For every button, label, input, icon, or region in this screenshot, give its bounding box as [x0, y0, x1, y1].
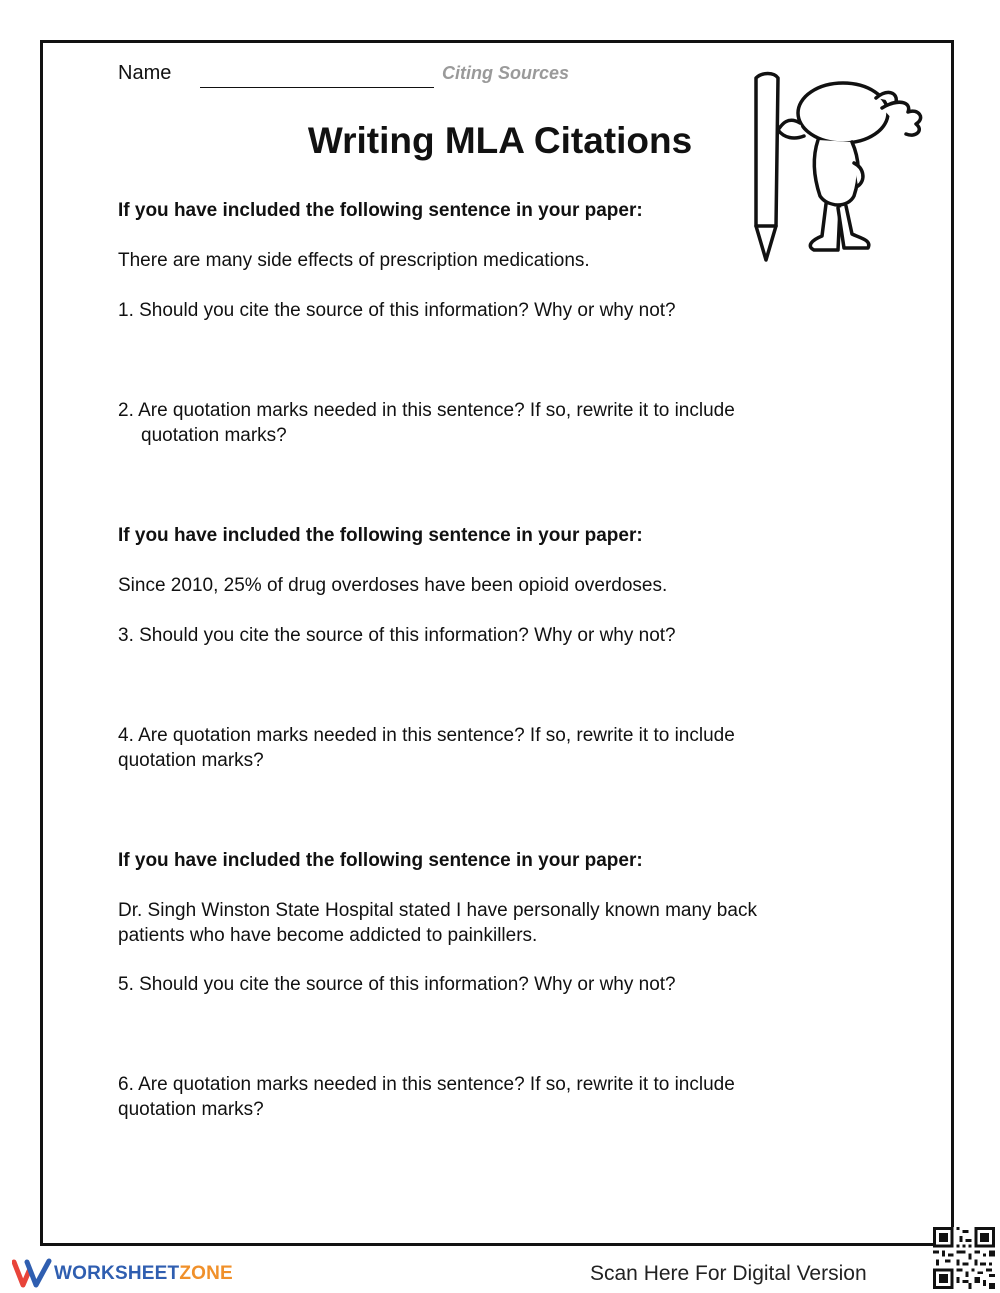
section-3-sentence-line-1: Dr. Singh Winston State Hospital stated I have personally known many back	[118, 900, 757, 921]
page-title: Writing MLA Citations	[307, 120, 693, 161]
section-2-sentence: Since 2010, 25% of drug overdoses have been opioid overdoses.	[118, 575, 668, 596]
question-3: 3. Should you cite the source of this information? Why or why not?	[118, 625, 676, 646]
brand-name-part2: ZONE	[179, 1263, 233, 1284]
question-4: 4. Are quotation marks needed in this sentence? If so, rewrite it to include	[118, 725, 735, 746]
section-1-sentence: There are many side effects of prescription medications.	[118, 250, 590, 271]
question-4-continuation: quotation marks?	[118, 750, 264, 771]
question-6: 6. Are quotation marks needed in this sentence? If so, rewrite it to include	[118, 1074, 735, 1095]
brand-name	[54, 1263, 233, 1285]
qr-code-icon[interactable]	[933, 1227, 995, 1289]
question-2-continuation: quotation marks?	[141, 425, 287, 446]
name-label: Name	[118, 62, 172, 84]
brand-name-part1: WORKSHEET	[54, 1263, 180, 1284]
question-6-continuation: quotation marks?	[118, 1099, 264, 1120]
question-2: 2. Are quotation marks needed in this sentence? If so, rewrite it to include	[118, 400, 735, 421]
question-5: 5. Should you cite the source of this information? Why or why not?	[118, 974, 676, 995]
section-3-prompt: If you have included the following sentence in your paper:	[118, 850, 643, 871]
question-1: 1. Should you cite the source of this information? Why or why not?	[118, 300, 676, 321]
scan-instruction: Scan Here For Digital Version	[590, 1262, 867, 1285]
name-field-line[interactable]	[200, 87, 434, 88]
section-1-prompt: If you have included the following sentence in your paper:	[118, 200, 643, 221]
subject-label: Citing Sources	[442, 63, 570, 83]
pencil-mascot-icon	[748, 68, 933, 268]
section-3-sentence-line-2: patients who have become addicted to painkillers.	[118, 925, 538, 946]
worksheetzone-logo-icon	[12, 1258, 52, 1288]
section-2-prompt: If you have included the following sentence in your paper:	[118, 525, 643, 546]
